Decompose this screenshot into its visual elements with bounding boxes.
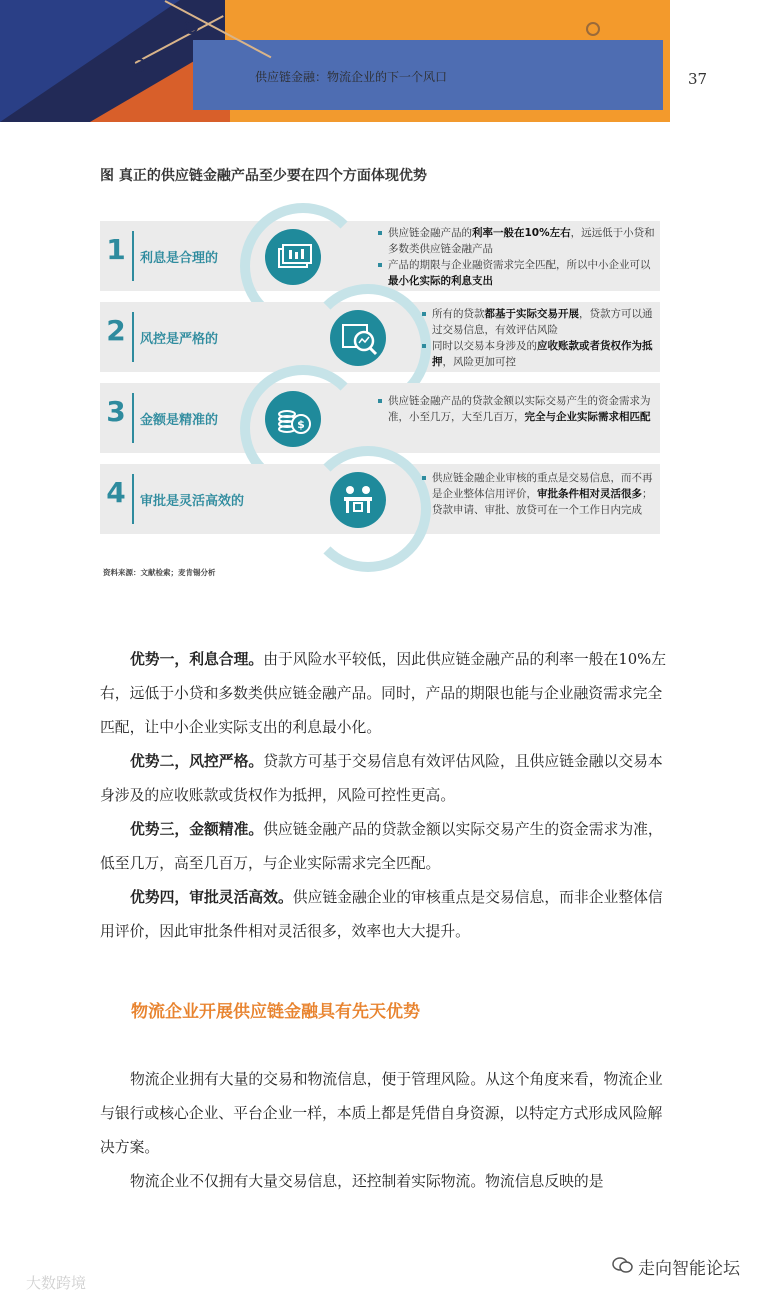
figure-row-4: 4 审批是灵活高效的 供应链金融企业审核的重点是交易信息，而不再是企业整体信用评价，审批条件相对灵活很多；贷款申请、审批、放贷可在一个工作日内完成 xyxy=(100,464,660,534)
approval-meeting-icon xyxy=(330,472,386,528)
ring-decoration-icon xyxy=(586,22,600,36)
paragraph-advantage-1: 优势一，利息合理。由于风险水平较低，因此供应链金融产品的利率一般在10%左右，远低于小贷和多数类供应链金融产品。同时，产品的期限也能与企业融资需求完全匹配，让中小企业实际支出的利息最小化。 xyxy=(100,651,667,736)
row-number: 2 xyxy=(106,314,126,347)
row-label: 利息是合理的 xyxy=(140,251,219,266)
page-number: 37 xyxy=(688,70,708,88)
paragraph-logistics-2: 物流企业不仅拥有大量交易信息，还控制着实际物流。物流信息反映的是 xyxy=(130,1173,604,1190)
row-number: 3 xyxy=(106,395,126,428)
paragraph-advantage-3: 优势三，金额精准。供应链金融产品的贷款金额以实际交易产生的资金需求为准，低至几万，高至几百万，与企业实际需求完全匹配。 xyxy=(100,821,663,872)
row-number: 1 xyxy=(106,233,126,266)
money-stack-icon xyxy=(265,229,321,285)
paragraph-advantage-4: 优势四，审批灵活高效。供应链金融企业的审核重点是交易信息，而非企业整体信用评价，因此审批条件相对灵活很多，效率也大大提升。 xyxy=(100,889,663,940)
paragraph-advantage-2: 优势二，风控严格。贷款方可基于交易信息有效评估风险，且供应链金融以交易本身涉及的应收账款或货权作为抵押，风险可控性更高。 xyxy=(100,753,663,804)
paragraph-logistics-1: 物流企业拥有大量的交易和物流信息，便于管理风险。从这个角度来看，物流企业与银行或核心企业、平台企业一样，本质上都是凭借自身资源，以特定方式形成风险解决方案。 xyxy=(100,1071,663,1156)
wechat-icon xyxy=(612,1256,634,1274)
ring-decoration-icon xyxy=(132,58,146,72)
figure-title: 图 真正的供应链金融产品至少要在四个方面体现优势 xyxy=(100,168,427,184)
row-label: 风控是严格的 xyxy=(140,332,219,347)
row-label: 审批是灵活高效的 xyxy=(140,494,245,509)
magnify-chart-icon xyxy=(330,310,386,366)
figure-row-1: 1 利息是合理的 供应链金融产品的利率一般在10%左右，远远低于小贷和多数类供应链金融产品 产品的期限与企业融资需求完全匹配，所以中小企业可以最小化实际的利息支出 xyxy=(100,221,660,291)
figure-source: 资料来源：文献检索；麦肯锡分析 xyxy=(103,568,216,577)
svg-text:$: $ xyxy=(297,418,305,431)
row-number: 4 xyxy=(106,476,126,509)
watermark-right: 走向智能论坛 xyxy=(638,1259,740,1279)
row-label: 金额是精准的 xyxy=(140,413,219,428)
section-heading: 物流企业开展供应链金融具有先天优势 xyxy=(131,1002,420,1022)
ring-decoration-icon xyxy=(184,20,198,34)
figure-row-2: 2 风控是严格的 所有的贷款都基于实际交易开展，贷款方可以通过交易信息，有效评估风险 同时以交易本身涉及的应收账款或者货权作为抵押，风险更加可控 xyxy=(100,302,660,372)
header-title: 供应链金融：物流企业的下一个风口 xyxy=(255,70,448,84)
watermark-left: 大数跨境 xyxy=(26,1274,87,1292)
coins-icon xyxy=(265,391,321,447)
figure-row-3: 3 金额是精准的 $ 供应链金融产品的贷款金额以实际交易产生的资金需求为准，小至几万，大至几百万，完全与企业实际需求相匹配 xyxy=(100,383,660,453)
header-banner xyxy=(0,0,670,122)
